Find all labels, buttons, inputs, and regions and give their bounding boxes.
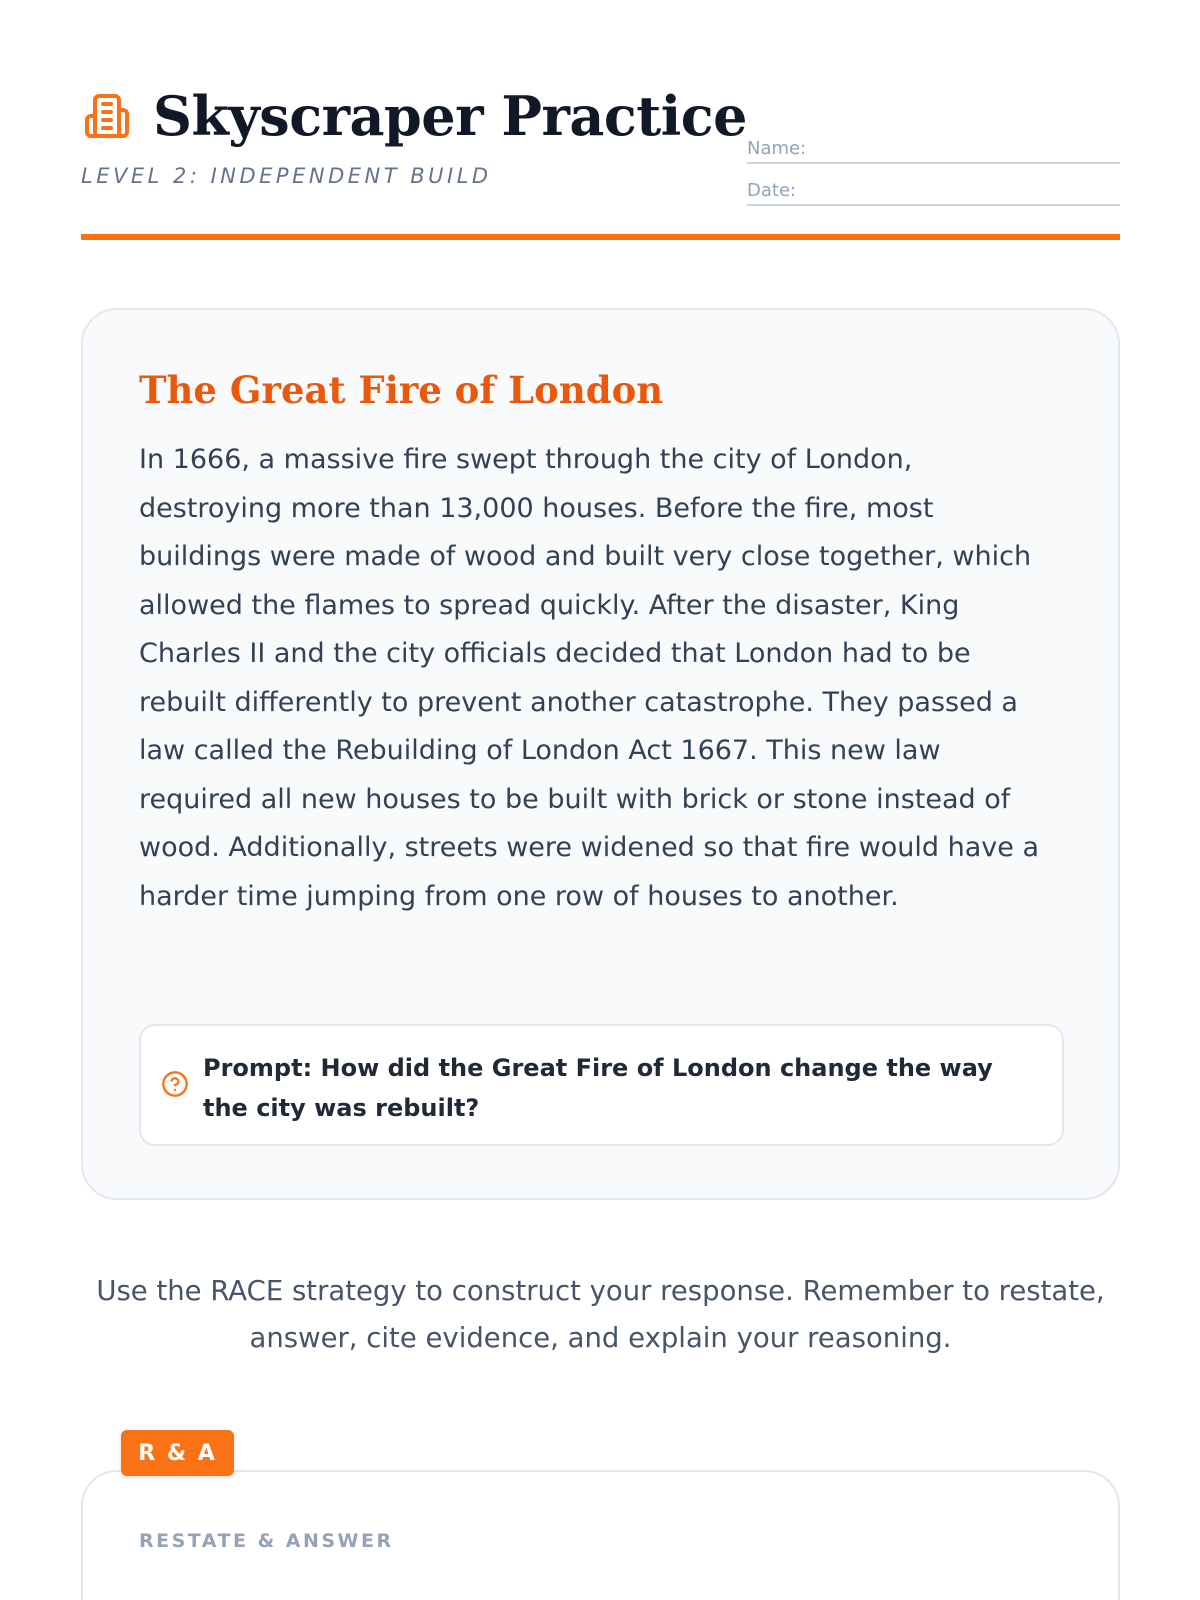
passage-title: The Great Fire of London [139, 368, 664, 412]
prompt-box [139, 1024, 1064, 1146]
student-fields [747, 124, 1120, 208]
race-instruction: Use the RACE strategy to construct your response. Remember to restate, answer, cite evidence, and explain your reasoning. [96, 1275, 1105, 1354]
prompt-text: Prompt: How did the Great Fire of London change the way the city was rebuilt? [203, 1054, 993, 1122]
name-field[interactable] [747, 124, 1120, 164]
date-field[interactable] [747, 166, 1120, 206]
restate-answer-label: RESTATE & ANSWER [139, 1530, 394, 1552]
passage-card [81, 308, 1120, 1200]
worksheet-header [81, 78, 1120, 238]
date-label: Date: [747, 180, 797, 201]
building-icon [81, 90, 133, 142]
worksheet-page [81, 0, 1120, 1600]
header-divider [81, 234, 1120, 240]
title-row [81, 78, 747, 154]
restate-answer-tab: R & A [121, 1430, 234, 1476]
passage-text: In 1666, a massive fire swept through the city of London, destroying more than 13,000 houses. Before the fire, most buildings were made of wood and built very close together, which allowed the flames to spread quickly. After the disaster, King Charles II and the city officials decided that London had to be rebuilt differently to prevent another catastrophe. They passed a law called the Rebuilding of London Act 1667. This new law required all new houses to be built with brick or stone instead of wood. Additionally, streets were widened so that fire would have a harder time jumping from one row of houses to another. [139, 444, 1040, 912]
restate-answer-card [81, 1470, 1120, 1600]
level-subtitle: LEVEL 2: INDEPENDENT BUILD [81, 164, 492, 188]
page-title: Skyscraper Practice [153, 84, 747, 148]
help-circle-icon [161, 1070, 189, 1098]
name-label: Name: [747, 138, 807, 159]
